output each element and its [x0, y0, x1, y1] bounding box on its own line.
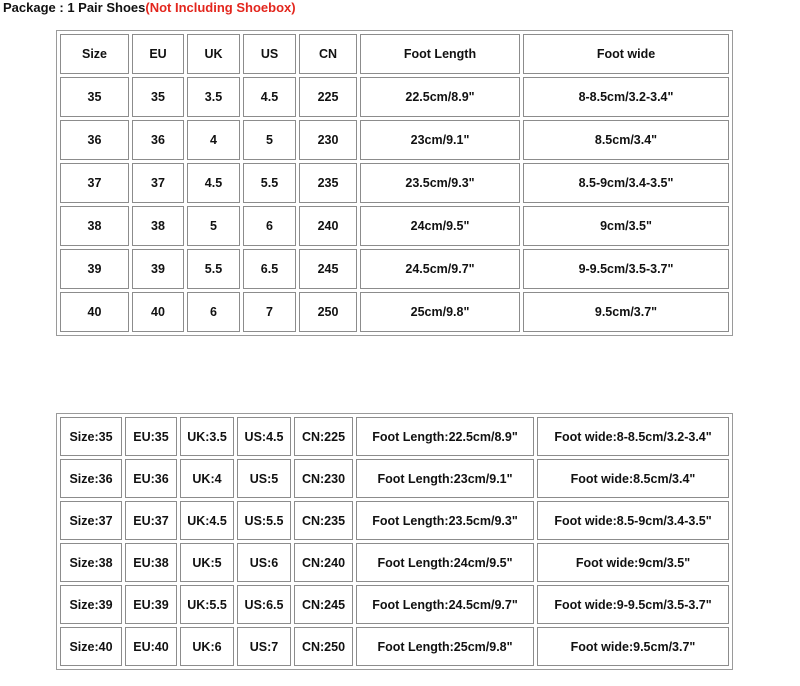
table-cell: 25cm/9.8" — [360, 292, 520, 332]
table-cell: 37 — [60, 163, 129, 203]
table-cell: Size:35 — [60, 417, 122, 456]
table-cell: CN:245 — [294, 585, 353, 624]
table-cell: 5 — [243, 120, 296, 160]
package-label: Package : 1 Pair Shoes — [3, 0, 146, 15]
package-note: (Not Including Shoebox) — [145, 0, 296, 15]
table-cell: 35 — [132, 77, 184, 117]
table-row — [60, 163, 729, 203]
table-cell: 23cm/9.1" — [360, 120, 520, 160]
table-cell: 8.5-9cm/3.4-3.5" — [523, 163, 729, 203]
table-cell: Foot wide:8.5-9cm/3.4-3.5" — [537, 501, 729, 540]
table-cell: UK:5.5 — [180, 585, 234, 624]
table-row — [60, 417, 729, 456]
table-cell: 9cm/3.5" — [523, 206, 729, 246]
table-cell: 4 — [187, 120, 240, 160]
table-cell: 22.5cm/8.9" — [360, 77, 520, 117]
table-cell: Size:39 — [60, 585, 122, 624]
table-cell: Foot wide:8-8.5cm/3.2-3.4" — [537, 417, 729, 456]
header-cell: Foot Length — [360, 34, 520, 74]
table-cell: 240 — [299, 206, 357, 246]
header-cell: US — [243, 34, 296, 74]
size-chart-labeled-table — [56, 413, 733, 670]
header-cell: CN — [299, 34, 357, 74]
table-cell: Foot wide:9.5cm/3.7" — [537, 627, 729, 666]
table-cell: 3.5 — [187, 77, 240, 117]
table-cell: 37 — [132, 163, 184, 203]
table-row — [60, 206, 729, 246]
table-cell: UK:4 — [180, 459, 234, 498]
table-cell: EU:36 — [125, 459, 177, 498]
table-cell: Size:36 — [60, 459, 122, 498]
table-cell: EU:40 — [125, 627, 177, 666]
table-cell: 4.5 — [243, 77, 296, 117]
table-cell: US:6 — [237, 543, 291, 582]
table-cell: 250 — [299, 292, 357, 332]
table-cell: 5.5 — [243, 163, 296, 203]
table-cell: 8-8.5cm/3.2-3.4" — [523, 77, 729, 117]
table-cell: 4.5 — [187, 163, 240, 203]
table-cell: 38 — [132, 206, 184, 246]
table-cell: 235 — [299, 163, 357, 203]
table-cell: 9-9.5cm/3.5-3.7" — [523, 249, 729, 289]
table-cell: US:5 — [237, 459, 291, 498]
table-cell: Foot wide:8.5cm/3.4" — [537, 459, 729, 498]
table-cell: Foot Length:23.5cm/9.3" — [356, 501, 534, 540]
table-row — [60, 543, 729, 582]
table-row — [60, 627, 729, 666]
table-cell: 23.5cm/9.3" — [360, 163, 520, 203]
table-cell: 230 — [299, 120, 357, 160]
header-cell: EU — [132, 34, 184, 74]
table-cell: EU:39 — [125, 585, 177, 624]
table-cell: 24cm/9.5" — [360, 206, 520, 246]
table-cell: EU:38 — [125, 543, 177, 582]
table-cell: EU:37 — [125, 501, 177, 540]
table-cell: 40 — [60, 292, 129, 332]
table-cell: Foot wide:9-9.5cm/3.5-3.7" — [537, 585, 729, 624]
table-cell: Size:38 — [60, 543, 122, 582]
table-cell: UK:5 — [180, 543, 234, 582]
table-cell: 39 — [132, 249, 184, 289]
table-cell: 225 — [299, 77, 357, 117]
table-cell: UK:3.5 — [180, 417, 234, 456]
table-cell: Foot Length:22.5cm/8.9" — [356, 417, 534, 456]
table-row — [60, 77, 729, 117]
table-cell: 38 — [60, 206, 129, 246]
table-cell: CN:230 — [294, 459, 353, 498]
table-cell: 24.5cm/9.7" — [360, 249, 520, 289]
table-row — [60, 585, 729, 624]
table-cell: Foot Length:24cm/9.5" — [356, 543, 534, 582]
table-cell: 6 — [187, 292, 240, 332]
header-cell: Size — [60, 34, 129, 74]
table-cell: 39 — [60, 249, 129, 289]
table-cell: Foot Length:25cm/9.8" — [356, 627, 534, 666]
table-cell: 6.5 — [243, 249, 296, 289]
table-cell: EU:35 — [125, 417, 177, 456]
table-cell: Size:40 — [60, 627, 122, 666]
size-chart-table — [56, 30, 733, 336]
table-cell: Foot Length:24.5cm/9.7" — [356, 585, 534, 624]
table-cell: 5.5 — [187, 249, 240, 289]
table-cell: 6 — [243, 206, 296, 246]
table-cell: 7 — [243, 292, 296, 332]
table-row — [60, 249, 729, 289]
table-row — [60, 501, 729, 540]
table-cell: 8.5cm/3.4" — [523, 120, 729, 160]
table-cell: US:7 — [237, 627, 291, 666]
table-cell: 9.5cm/3.7" — [523, 292, 729, 332]
table-row — [60, 120, 729, 160]
table-cell: 40 — [132, 292, 184, 332]
table-cell: US:4.5 — [237, 417, 291, 456]
table-cell: 35 — [60, 77, 129, 117]
table-cell: Foot Length:23cm/9.1" — [356, 459, 534, 498]
table-cell: 245 — [299, 249, 357, 289]
table-cell: 5 — [187, 206, 240, 246]
table-cell: CN:235 — [294, 501, 353, 540]
table-cell: Foot wide:9cm/3.5" — [537, 543, 729, 582]
header-cell: UK — [187, 34, 240, 74]
package-info — [3, 0, 296, 16]
table-cell: UK:4.5 — [180, 501, 234, 540]
table-cell: 36 — [60, 120, 129, 160]
table-cell: CN:240 — [294, 543, 353, 582]
table-cell: 36 — [132, 120, 184, 160]
table-header-row — [60, 34, 729, 74]
table-cell: CN:225 — [294, 417, 353, 456]
table-cell: US:6.5 — [237, 585, 291, 624]
table-row — [60, 292, 729, 332]
table-row — [60, 459, 729, 498]
table-cell: CN:250 — [294, 627, 353, 666]
header-cell: Foot wide — [523, 34, 729, 74]
table-cell: Size:37 — [60, 501, 122, 540]
table-cell: UK:6 — [180, 627, 234, 666]
table-cell: US:5.5 — [237, 501, 291, 540]
